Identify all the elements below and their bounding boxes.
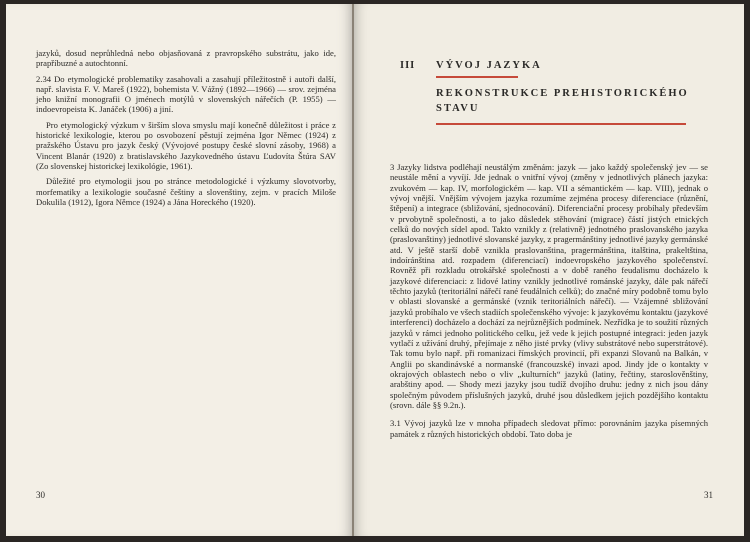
chapter-number: III bbox=[400, 60, 416, 71]
right-paragraph-1: 3 Jazyky lidstva podléhají neustálým změnám: jazyk — jako každý společenský jev — se neustále mění a vyvíjí. Jde jednak o vnitřní vývoj (změny v jednotlivých plánech jazyka: zvukovém — kap. IV, morfologickém — kap. VII a sémantickém — kap. VIII), jednak o vývoj vnější. Vnějším vývojem jazyka rozumíme zejména procesy diferenciace (různění, štěpení) a integrace (sbližování, sjednocování). Diferenciační procesy probíhaly především v prvobytně společnosti, a to jako důsledek stěhování (migrace) částí jistých etnických celků do nových sídel apod. Takto vznikly z (relativně) jednotného praslovanského jazyka (praslovanštiny) jednotlivé slovanské jazyky, z pragermánštiny jednotlivé jazyky germánské atd. V ještě starší době vznikla praslovanština, pragermánština, italština, prakeltština, indoíránština atd. rozpadem (diferenciací) indoevropského jazykového společenství. Rovněž při rozkladu otrokářské společnosti a v době raného feudalismu docházelo k jazykové diferenciaci: z lidové latiny vznikly jednotlivé románské jazyky, dále pak nářečí těchto jazyků (teritoriální nářečí rané feudálních celků); do značné míry podobně tomu bylo v oblasti slovanské a germánské (vznik teritoriálních nářečí). — Vzájemné sbližování jazyků probíhalo ve všech stadiích společenského vývoje: k jazykovému kontaktu (jazykové interferenci) docházelo a dochází za nejrůznějších podmínek. Nezřídka je to soužití různých jazyků v rámci jednoho politického celku, jež vede k jejich postupné integraci: jeden jazyk vytlačí z užívání druhý, přejímaje z něho jisté prvky (vlivy substrátové nebo superstrátové). Tak tomu bylo např. při romanizaci římských provincií, při expanzi Slovanů na Balkán, v Anglii po skandinávské a normanské (francouzské) invazi apod. Jindy jde o kontakty v okrajových oblastech nebo o vliv „kulturních“ jazyků (latiny, řečtiny, staroslověnštiny, arabštiny apod. — Shody mezi jazyky jsou tudíž dvojího druhu: jedny z nich jsou dány společným původem příslušných jazyků, druhé jsou důsledkem jejich pozdějšího kontaktu (srovn. dále §§ 9.2n.). bbox=[390, 162, 708, 410]
left-page bbox=[6, 4, 352, 536]
section-title-rule bbox=[436, 123, 686, 125]
left-text-column bbox=[36, 48, 336, 212]
left-paragraph-3: Pro etymologický výzkum v širším slova smyslu mají konečně důležitost i práce z historické lexikologie, kterou po osvobození pěstují zejména Igor Němec (1924) z pražského Ústavu pro jazyk český (Vývojové postupy české slovní zásoby, 1968) a Vincent Blanár (1920) z bratislavského Jazykovedného ústavu Ľudovíta Štúra SAV (Zo slovenskej historickej lexikológie, 1961). bbox=[36, 119, 336, 171]
chapter-title: VÝVOJ JAZYKA bbox=[436, 60, 542, 71]
right-text-column bbox=[390, 162, 708, 447]
left-paragraph-4: Důležité pro etymologii jsou po stránce metodologické i výzkumy slovotvorby, morfematiky a lexikologie současné češtiny a slovenštiny, zejm. v pracích Miloše Dokulila (1912), Igora Němce (1924) a Jána Horeckého (1920). bbox=[36, 176, 336, 207]
left-page-number: 30 bbox=[36, 490, 45, 500]
book-spread bbox=[6, 4, 744, 536]
chapter-title-rule bbox=[436, 76, 518, 78]
right-page-number: 31 bbox=[704, 490, 713, 500]
right-page bbox=[354, 4, 744, 536]
section-title: REKONSTRUKCE PREHISTORICKÉHO STAVU bbox=[436, 88, 689, 114]
left-paragraph-2: 2.34 Do etymologické problematiky zasahovali a zasahují příležitostně i autoři další, např. slavista F. V. Mareš (1922), bohemista V. Vážný (1892—1966) — srov. zejména jeho knižní monografii O jménech motýlů v slovenských nářečích (P. 1955) — indoevropeista K. Janáček (1906) a jiní. bbox=[36, 73, 336, 115]
left-paragraph-1: jazyků, dosud neprůhledná nebo objasňovaná z pravropského substrátu, jako ide, prapříbuzné a autochtonní. bbox=[36, 48, 336, 69]
right-paragraph-2: 3.1 Vývoj jazyků lze v mnoha případech sledovat přímo: porovnáním jazyka písemných památek z různých historických období. Tato doba je bbox=[390, 418, 708, 439]
